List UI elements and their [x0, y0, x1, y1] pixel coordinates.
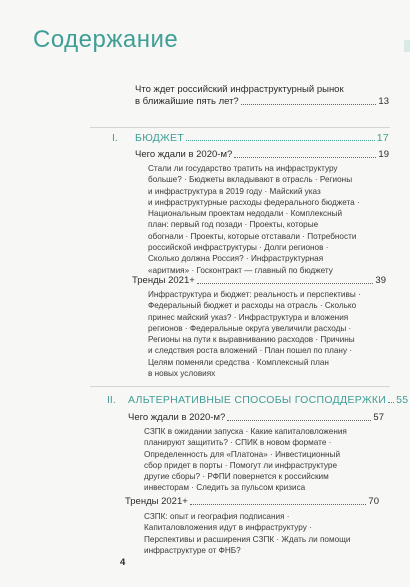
desc-line: планируют защитить? · СПИК в новом формате · — [144, 438, 332, 448]
dot-leader — [388, 402, 394, 403]
toc-entry-chapter-1[interactable] — [135, 132, 389, 144]
chapter-1-title: БЮДЖЕТ — [135, 132, 185, 144]
desc-line: Регионы на пути к выравниванию расходов · Причины — [148, 335, 355, 345]
desc-line: Федеральный бюджет и расходы на отрасль · Сколько — [148, 301, 357, 311]
separator — [90, 127, 390, 128]
desc-line: СЗПК: опыт и география подписания · — [144, 512, 290, 521]
ch2-sec1-page: 57 — [373, 412, 384, 423]
desc-line: Перспективы и расширения СЗПК · Ждать ли помощи — [144, 534, 351, 544]
toc-entry-ch2-sec1[interactable] — [128, 412, 384, 424]
page-number: 4 — [120, 557, 126, 568]
intro-page: 13 — [378, 96, 389, 107]
desc-line: другие сборы? · РФПИ повернется к российским — [144, 472, 329, 482]
ch1-sec1-title: Чего ждали в 2020-м? — [135, 149, 233, 160]
desc-line: сбор придет в порты · Помогут ли инфраструктуре — [144, 460, 338, 470]
ch2-sec1-description — [144, 426, 359, 494]
desc-line: «аритмия» · Госконтракт — главный по бюджету — [148, 265, 333, 275]
desc-line: Сколько должна Россия? · Инфраструктурная — [148, 254, 324, 264]
intro-line-2: в ближайшие пять лет? — [135, 96, 239, 107]
desc-line: и следствия роста вложений · План пошел по плану · — [148, 346, 353, 356]
desc-line: план: первый год позади · Проекты, которые — [148, 220, 319, 230]
ch1-sec2-page: 39 — [375, 275, 386, 286]
toc-entry-intro[interactable] — [135, 84, 389, 108]
desc-line: инвесторам · Следить за пульсом кризиса — [144, 483, 306, 493]
chapter-2-title: АЛЬТЕРНАТИВНЫЕ СПОСОБЫ ГОСПОДДЕРЖКИ — [128, 394, 387, 406]
ch1-sec1-page: 19 — [378, 149, 389, 160]
desc-line: обогнали · Проекты, которые отставали · Потребности — [148, 231, 357, 241]
desc-line: и инфраструктурные расходы федерального бюджета · — [148, 197, 360, 207]
desc-line: в новых условиях — [148, 369, 216, 379]
desc-line: Национальным проектам недодали · Комплексный — [148, 209, 343, 219]
dot-leader — [241, 104, 377, 105]
ch1-sec1-description — [148, 163, 363, 276]
chapter-1-number: I. — [112, 132, 118, 144]
dot-leader — [227, 420, 371, 421]
chapter-2-page: 55 — [396, 394, 409, 406]
desc-line: Инфраструктура и бюджет: реальность и перспективы · — [148, 290, 361, 299]
toc-entry-ch1-sec1[interactable] — [135, 149, 389, 161]
desc-line: Капиталовложения идут в инфраструктуру · — [144, 523, 312, 533]
corner-tab-mark — [404, 40, 410, 52]
chapter-2-number: II. — [107, 394, 116, 406]
desc-line: инфраструктуре от ФНБ? — [144, 545, 241, 555]
dot-leader — [234, 157, 376, 158]
intro-line-2-row — [135, 96, 389, 108]
dot-leader — [190, 504, 367, 505]
desc-line: Целям поменяли средства · Комплексный план — [148, 357, 329, 367]
separator — [90, 386, 390, 387]
ch2-sec2-page: 70 — [368, 496, 379, 507]
ch2-sec2-title: Тренды 2021+ — [125, 496, 188, 507]
desc-line: Определенность для «Платона» · Инвестиционный — [144, 449, 341, 459]
desc-line: и инфраструктура в 2019 году · Майский указ — [148, 186, 321, 196]
chapter-1-page: 17 — [376, 132, 389, 144]
ch2-sec2-description — [144, 511, 359, 556]
desc-line: больше? · Бюджеты вкладывают в отрасль · Регионы — [148, 175, 353, 185]
page-title: Содержание — [33, 26, 179, 53]
toc-entry-chapter-2[interactable] — [128, 394, 409, 406]
ch1-sec2-title: Тренды 2021+ — [132, 275, 195, 286]
ch2-sec1-title: Чего ждали в 2020-м? — [128, 412, 226, 423]
toc-entry-ch1-sec2[interactable] — [132, 275, 386, 287]
desc-line: СЗПК в ожидании запуска · Какие капиталовложения — [144, 427, 347, 436]
intro-line-1: Что ждет российский инфраструктурный рынок — [135, 84, 344, 95]
toc-entry-ch2-sec2[interactable] — [125, 496, 379, 508]
desc-line: принес майский указ? · Инфраструктура и вложения — [148, 312, 349, 322]
desc-line: российской инфраструктуры · Долги регионов · — [148, 243, 329, 253]
ch1-sec2-description — [148, 289, 363, 379]
desc-line: Стали ли государство тратить на инфраструктуру — [148, 164, 338, 173]
dot-leader — [197, 283, 374, 284]
dot-leader — [186, 140, 375, 141]
desc-line: регионов · Федеральные округа увеличили расходы · — [148, 323, 352, 333]
